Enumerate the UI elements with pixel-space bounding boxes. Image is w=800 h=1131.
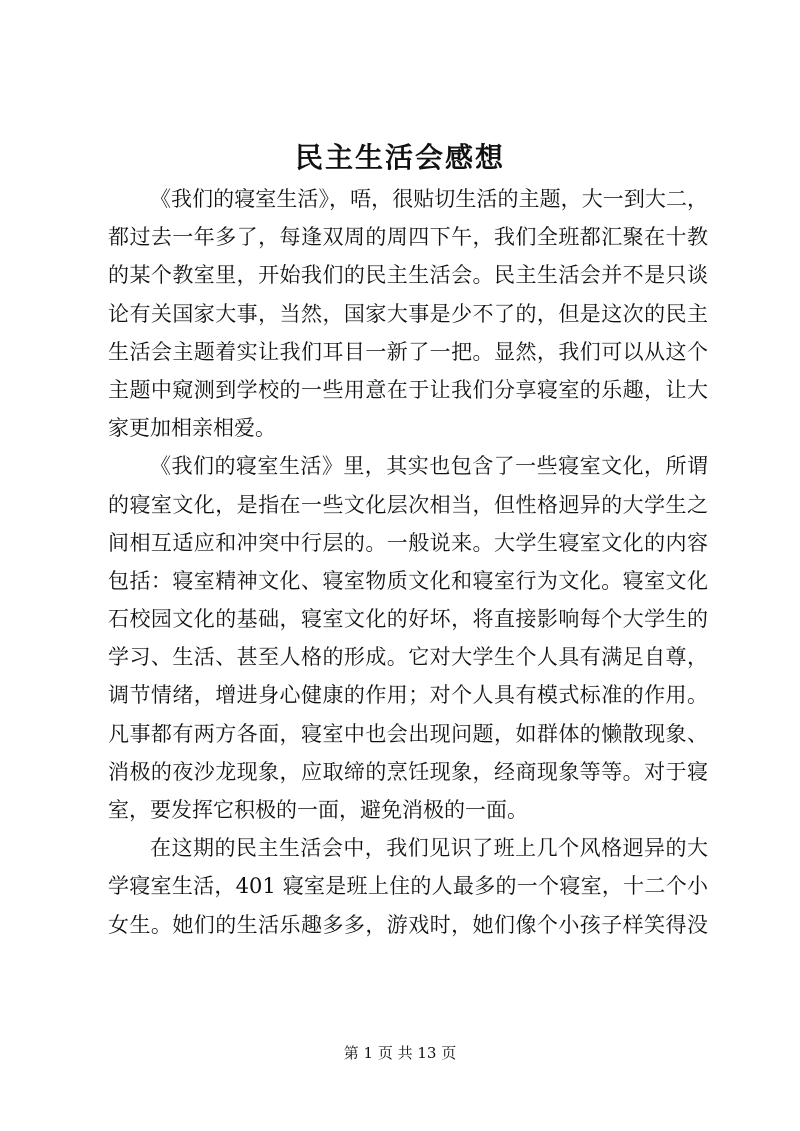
page-footer <box>0 1043 800 1063</box>
text-line: 主题中窥测到学校的一些用意在于让我们分享寝室的乐趣，让大 <box>108 377 708 402</box>
text-line: 调节情绪，增进身心健康的作用；对个人具有模式标准的作用。 <box>108 683 708 708</box>
document-body <box>108 180 708 944</box>
text-line: 学寝室生活，401 寝室是班上住的人最多的一个寝室，十二个小 <box>108 874 708 899</box>
text-line: 《我们的寝室生活》，唔，很贴切生活的主题，大一到大二， <box>150 187 708 211</box>
text-line: 消极的夜沙龙现象，应取缔的烹饪现象，经商现象等等。对于寝 <box>108 759 708 784</box>
text-line: 在这期的民主生活会中，我们见识了班上几个风格迥异的大 <box>150 836 708 861</box>
text-line: 包括：寝室精神文化、寝室物质文化和寝室行为文化。寝室文化 <box>108 568 708 593</box>
text-line: 论有关国家大事，当然，国家大事是少不了的，但是这次的民主 <box>108 301 708 326</box>
document-title: 民主生活会感想 <box>294 141 505 174</box>
page-indicator: 第 1 页 共 13 页 <box>343 1044 457 1062</box>
text-line: 的某个教室里，开始我们的民主生活会。民主生活会并不是只谈 <box>108 263 708 288</box>
text-line: 都过去一年多了，每逢双周的周四下午，我们全班都汇聚在十教 <box>108 225 708 250</box>
text-line: 《我们的寝室生活》里，其实也包含了一些寝室文化，所谓 <box>150 454 708 479</box>
text-line: 凡事都有两方各面，寝室中也会出现问题，如群体的懒散现象、 <box>108 721 708 746</box>
text-line: 学习、生活、甚至人格的形成。它对大学生个人具有满足自尊， <box>108 645 708 670</box>
text-line: 女生。她们的生活乐趣多多，游戏时，她们像个小孩子样笑得没 <box>108 912 708 937</box>
text-line: 室，要发挥它积极的一面，避免消极的一面。 <box>108 798 528 822</box>
text-line: 间相互适应和冲突中行层的。一般说来。大学生寝室文化的内容 <box>108 530 708 555</box>
text-line: 家更加相亲相爱。 <box>108 416 276 441</box>
text-line: 生活会主题着实让我们耳目一新了一把。显然，我们可以从这个 <box>108 339 708 364</box>
text-line: 的寝室文化，是指在一些文化层次相当，但性格迥异的大学生之 <box>108 492 708 517</box>
text-line: 石校园文化的基础，寝室文化的好坏，将直接影响每个大学生的 <box>108 607 708 632</box>
